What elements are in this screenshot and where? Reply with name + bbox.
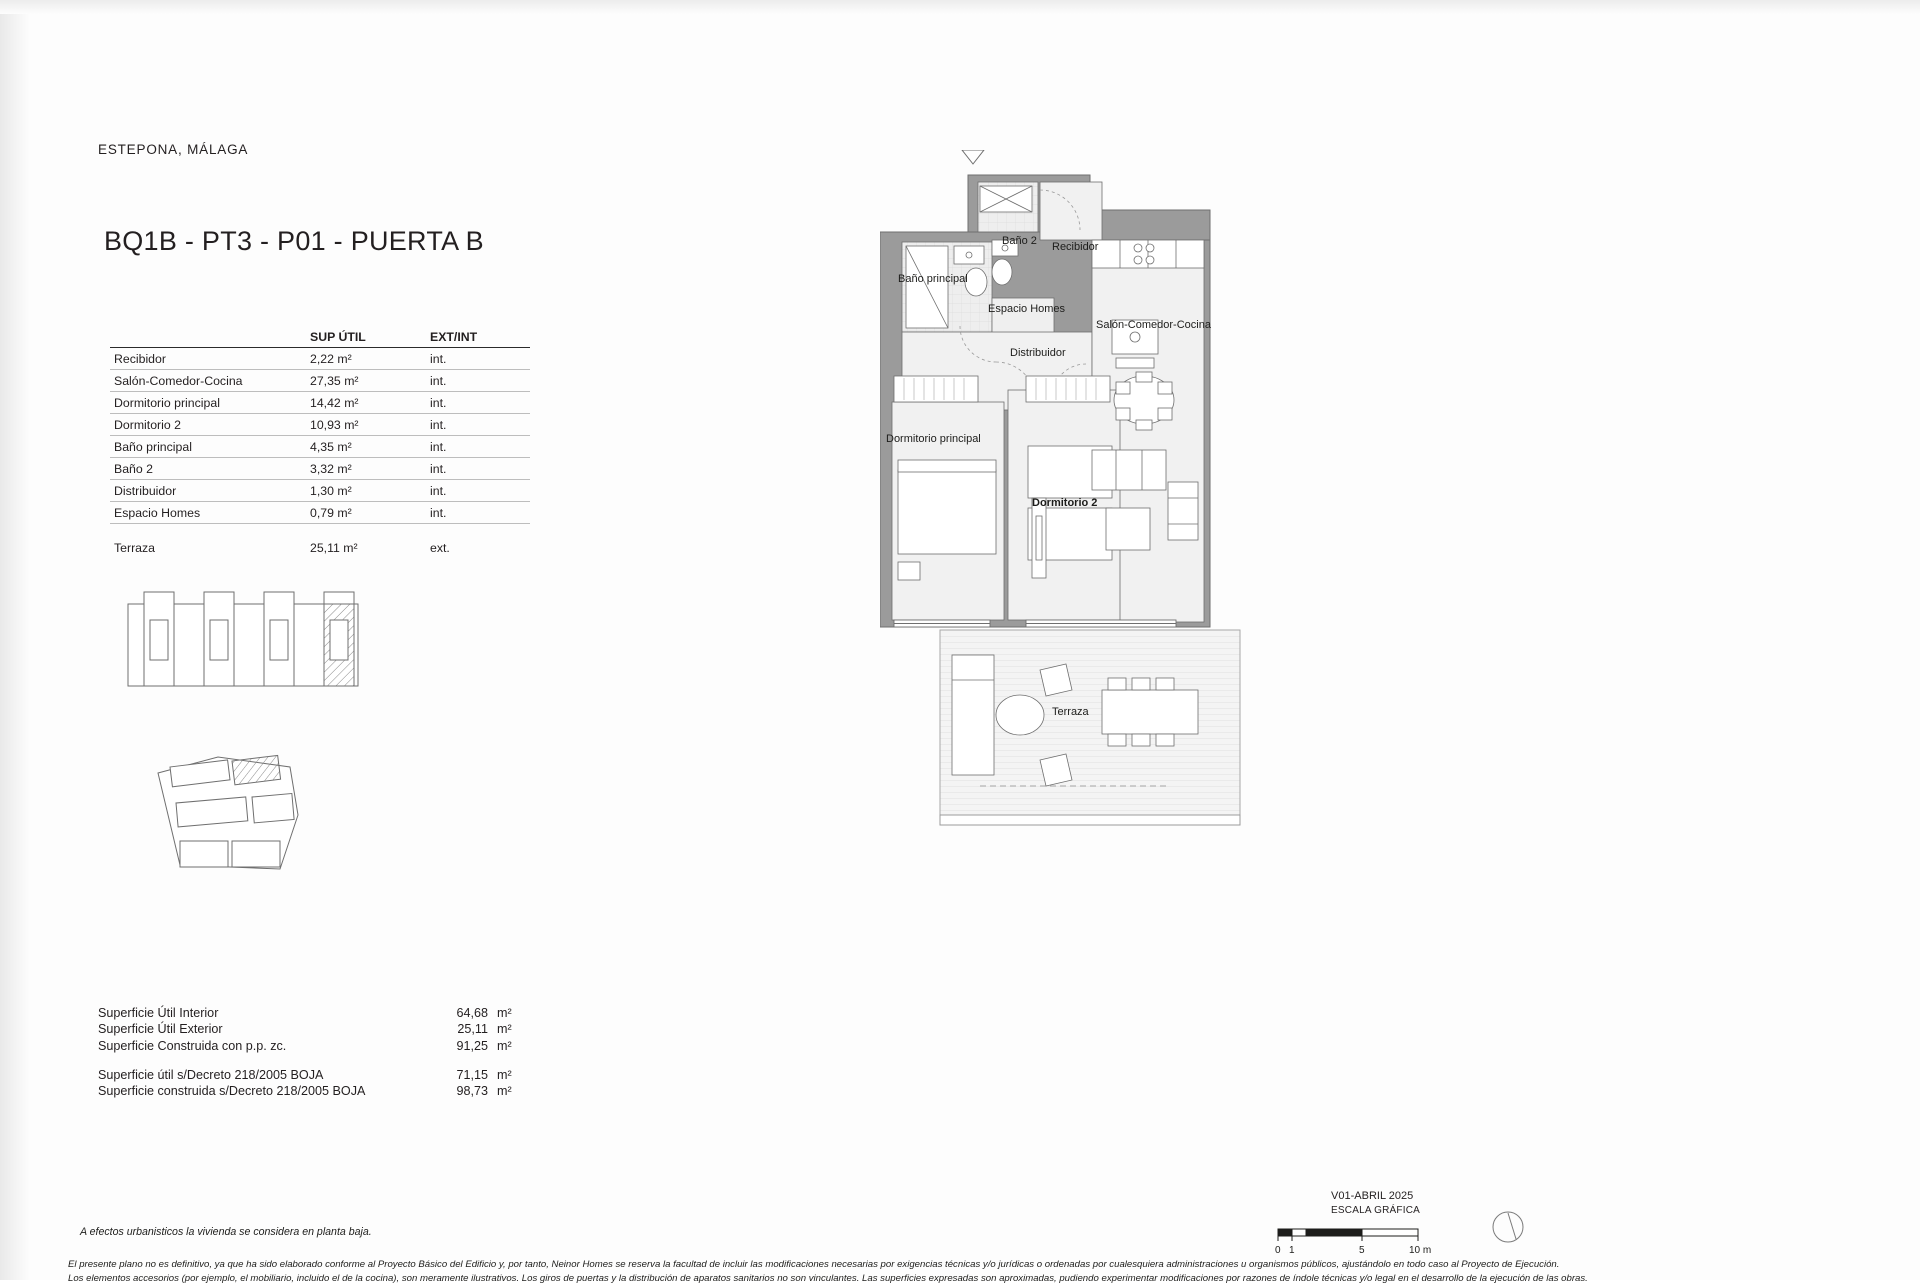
room-type: int.	[430, 373, 447, 388]
block-key-diagram	[126, 590, 366, 705]
table-row	[110, 479, 530, 501]
table-row	[110, 369, 530, 391]
summary-value: 64,68	[456, 1006, 488, 1020]
room-name: Dormitorio principal	[114, 395, 220, 410]
summary-label: Superficie útil s/Decreto 218/2005 BOJA	[98, 1068, 324, 1083]
room-area: 27,35 m²	[310, 373, 359, 388]
table-row	[110, 501, 530, 523]
disclaimer-line-2: Los elementos accesorios (por ejemplo, el mobiliario, incluido el de la cocina), son meramente ilustrativos. Los giros de puertas y la distribución de aparatos sanitarios no son vinculantes. Las superficies expresadas son aproximadas, pudiendo experimentar modificaciones por razones de índole técnicas y/o legal en el desarrollo de la ejecución de las obras.	[68, 1272, 1588, 1284]
room-type: int.	[430, 417, 447, 432]
location-text: ESTEPONA, MÁLAGA	[98, 142, 249, 157]
summary-row	[98, 1067, 528, 1083]
summary-label: Superficie construida s/Decreto 218/2005 BOJA	[98, 1084, 366, 1099]
version-label: V01-ABRIL 2025	[1331, 1190, 1414, 1202]
room-label-bano-principal: Baño principal	[898, 273, 968, 285]
table-row	[110, 457, 530, 479]
room-name: Baño principal	[114, 439, 192, 454]
room-area: 2,22 m²	[310, 351, 352, 366]
north-arrow-icon	[1486, 1205, 1530, 1254]
room-label-bano-2: Baño 2	[1002, 235, 1037, 247]
summary-unit: m²	[497, 1038, 512, 1053]
room-type: int.	[430, 483, 447, 498]
room-area: 0,79 m²	[310, 505, 352, 520]
room-type: int.	[430, 351, 447, 366]
room-name: Salón-Comedor-Cocina	[114, 373, 243, 388]
summary-unit: m²	[497, 1084, 512, 1099]
areas-table-header	[110, 330, 530, 347]
summary-value: 71,15	[456, 1068, 488, 1083]
windows	[894, 620, 1176, 627]
room-label-distribuidor: Distribuidor	[1010, 347, 1066, 359]
room-area: 25,11 m²	[310, 540, 358, 555]
version-block	[1331, 1190, 1420, 1216]
room-name: Recibidor	[114, 351, 166, 366]
room-type: int.	[430, 439, 447, 454]
room-type: ext.	[430, 540, 450, 555]
areas-header-suputil: SUP ÚTIL	[310, 330, 366, 344]
graphic-scale-bar	[1275, 1225, 1465, 1264]
summary-value: 98,73	[456, 1084, 488, 1099]
room-area: 4,35 m²	[310, 439, 352, 454]
page-edge-shadow	[0, 0, 30, 1280]
summary-unit: m²	[497, 1068, 512, 1083]
scale-tick-2: 5	[1359, 1245, 1365, 1256]
summary-label: Superficie Útil Exterior	[98, 1022, 223, 1037]
table-row	[110, 435, 530, 457]
table-row	[110, 347, 530, 369]
room-label-espacio-homes: Espacio Homes	[988, 303, 1066, 315]
page-title: BQ1B - PT3 - P01 - PUERTA B	[104, 226, 484, 256]
room-area: 1,30 m²	[310, 483, 352, 498]
summary-label: Superficie Útil Interior	[98, 1006, 219, 1020]
areas-header-extint: EXT/INT	[430, 330, 478, 344]
summary-value: 25,11	[457, 1022, 488, 1037]
scale-caption: ESCALA GRÁFICA	[1331, 1205, 1420, 1216]
table-row-terrace	[110, 537, 530, 558]
urbanistic-note: A efectos urbanisticos la vivienda se considera en planta baja.	[80, 1226, 372, 1238]
summary-label: Superficie Construida con p.p. zc.	[98, 1038, 287, 1053]
room-area: 14,42 m²	[310, 395, 359, 410]
room-area: 3,32 m²	[310, 461, 352, 476]
summary-row	[98, 1005, 528, 1021]
scale-tick-3: 10 m	[1409, 1245, 1432, 1256]
summary-unit: m²	[497, 1022, 512, 1037]
table-row	[110, 413, 530, 435]
terrace-area	[940, 630, 1240, 825]
room-label-dormitorio-principal: Dormitorio principal	[886, 433, 981, 445]
site-situation-diagram	[140, 745, 350, 890]
areas-table	[110, 330, 530, 558]
room-name: Distribuidor	[114, 483, 177, 498]
page-top-shadow	[0, 0, 1920, 14]
table-row	[110, 391, 530, 413]
summary-gap	[98, 1054, 528, 1067]
summary-row	[98, 1021, 528, 1037]
disclaimer-line-1: El presente plano no es definitivo, ya que ha sido elaborado conforme al Proyecto Básico del Edificio y, por tanto, Neinor Homes se reserva la facultad de incluir las modificaciones necesarias por exigencias técnicas y/o jurídicas o ordenadas por cualesquiera administraciones u organismos públicos, ajustándolo en todo caso al Proyecto de Ejecución.	[68, 1259, 1560, 1270]
room-name: Terraza	[114, 540, 156, 555]
room-label-terraza: Terraza	[1052, 706, 1089, 718]
entrance-arrow-icon	[962, 150, 984, 164]
floor-plan-drawing	[880, 150, 1520, 990]
scale-tick-1: 1	[1289, 1245, 1295, 1256]
room-name: Dormitorio 2	[114, 417, 181, 432]
summary-row	[98, 1083, 528, 1099]
disclaimer-text	[68, 1258, 1868, 1286]
room-name: Baño 2	[114, 461, 153, 476]
scale-tick-0: 0	[1275, 1245, 1281, 1256]
summary-unit: m²	[497, 1006, 512, 1020]
room-label-recibidor: Recibidor	[1052, 241, 1099, 253]
room-type: int.	[430, 395, 447, 410]
room-label-salon: Salón-Comedor-Cocina	[1096, 319, 1211, 331]
room-type: int.	[430, 505, 447, 520]
summary-value: 91,25	[456, 1038, 488, 1053]
room-type: int.	[430, 461, 447, 476]
room-label-dormitorio-2: Dormitorio 2	[1032, 497, 1098, 509]
summary-block	[98, 1005, 528, 1100]
room-name: Espacio Homes	[114, 505, 201, 520]
areas-header-name	[110, 330, 310, 344]
table-divider	[110, 523, 530, 537]
room-area: 10,93 m²	[310, 417, 359, 432]
summary-row	[98, 1038, 528, 1054]
